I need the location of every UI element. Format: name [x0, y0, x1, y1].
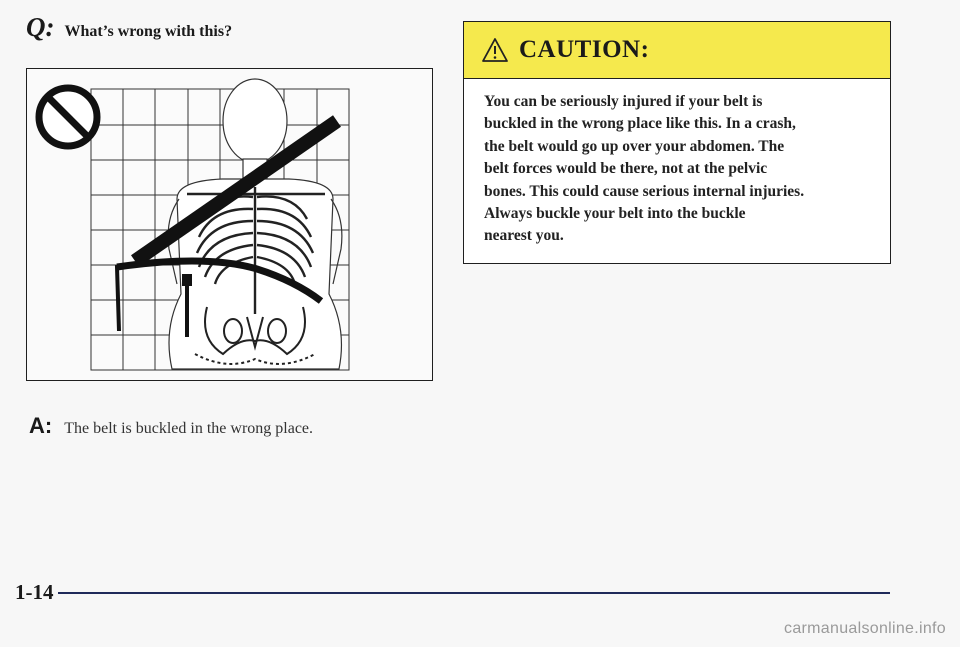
question-text: What’s wrong with this?	[64, 23, 233, 40]
caution-line: You can be seriously injured if your belt is	[484, 93, 763, 110]
warning-triangle-icon	[481, 37, 509, 63]
caution-line: Always buckle your belt into the buckle	[484, 205, 746, 223]
skeleton-seatbelt-illustration	[27, 69, 434, 382]
watermark-text: carmanualsonline.info	[784, 620, 946, 637]
caution-line: buckled in the wrong place like this. In a crash,	[484, 115, 796, 133]
caution-line: the belt would go up over your abdomen. The	[484, 137, 785, 155]
caution-box	[463, 21, 891, 264]
page-footer	[15, 580, 890, 605]
caution-header	[464, 22, 890, 79]
answer-text: The belt is buckled in the wrong place.	[64, 420, 314, 437]
caution-title: CAUTION:	[519, 36, 650, 63]
answer-letter: A:	[29, 413, 53, 438]
caution-line: belt forces would be there, not at the pelvic	[484, 160, 768, 178]
prohibited-icon	[39, 88, 97, 146]
answer-text-block	[29, 413, 313, 439]
question-heading	[26, 12, 232, 43]
caution-line: nearest you.	[484, 227, 564, 245]
footer-rule	[58, 592, 891, 594]
question-letter: Q:	[26, 12, 55, 42]
buckle	[182, 274, 192, 286]
caution-body	[464, 79, 890, 248]
page-number: 1-14	[15, 580, 54, 604]
illustration-frame	[26, 68, 433, 381]
caution-line: bones. This could cause serious internal injuries.	[484, 182, 805, 200]
